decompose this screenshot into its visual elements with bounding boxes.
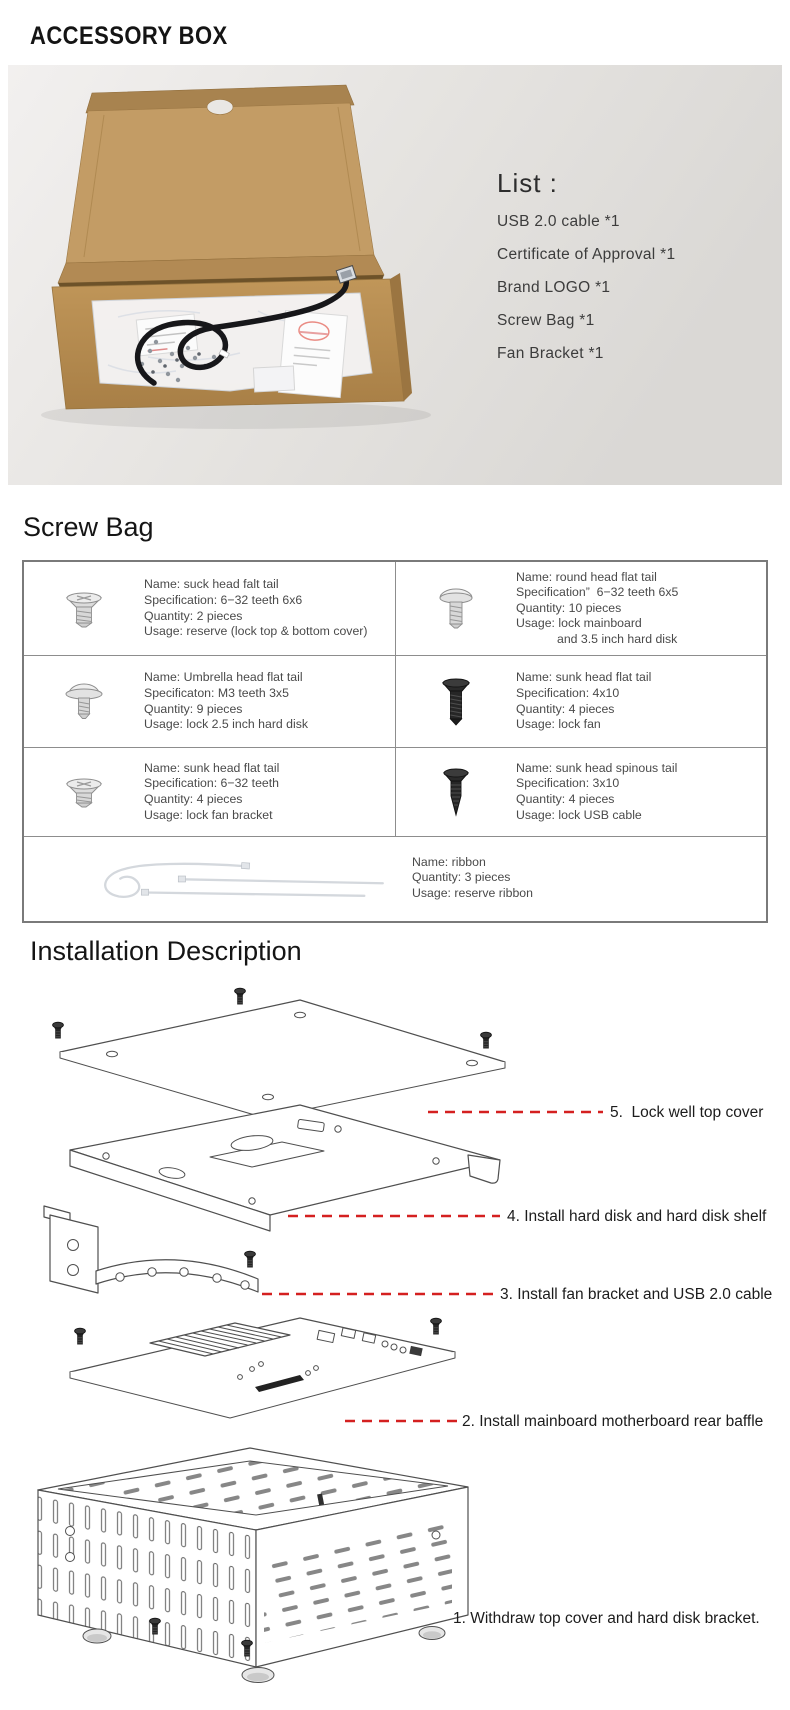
screw-name: Name: suck head falt tail [144, 577, 279, 592]
contents-list [497, 168, 675, 378]
screw-quantity: Quantity: 4 pieces [516, 792, 615, 806]
installation-title: Installation Description [30, 936, 302, 966]
installation-diagram [0, 975, 790, 1700]
screw-spec: Specification: 6−32 teeth [144, 776, 280, 791]
list-item: Certificate of Approval *1 [497, 246, 676, 263]
screw-cell [24, 656, 395, 747]
sunk-head-screw-silver-short-icon [24, 775, 144, 809]
screw-spec: Specificaton: M3 teeth 3x5 [144, 685, 289, 700]
screw-name: Name: sunk head flat tail [144, 760, 280, 775]
screw-cell [24, 748, 395, 836]
logo-card [253, 366, 294, 392]
screw-spec: Specification: 3x10 [516, 776, 620, 791]
list-item: Screw Bag *1 [497, 312, 595, 329]
fan-bracket-part [44, 1206, 258, 1293]
screw-spec: Specification: 4x10 [516, 685, 620, 700]
table-row [24, 562, 766, 655]
screw-name: Name: sunk head spinous tail [516, 760, 678, 775]
top-cover-part [53, 988, 505, 1118]
round-head-screw-silver-icon [396, 586, 516, 632]
screw-quantity: Quantity: 4 pieces [144, 792, 243, 806]
mainboard-part [70, 1318, 455, 1418]
screw-spec: Specification” 6−32 teeth 6x5 [516, 585, 679, 600]
sunk-head-screw-black-icon [396, 676, 516, 728]
table-row [24, 747, 766, 836]
screw-usage: Usage: lock mainboard [516, 616, 642, 631]
screw-name: Name: round head flat tail [516, 569, 657, 584]
screw-quantity: Quantity: 4 pieces [516, 701, 615, 716]
list-item: Brand LOGO *1 [497, 279, 611, 296]
screw-quantity: Quantity: 10 pieces [516, 600, 622, 615]
list-title: List : [497, 168, 558, 198]
screw-usage-cont: and 3.5 inch hard disk [516, 631, 678, 646]
table-row [24, 655, 766, 747]
screw-table [22, 560, 768, 923]
umbrella-head-screw-silver-icon [24, 681, 144, 723]
screw-usage: Usage: lock fan bracket [144, 807, 273, 822]
step-2-label: 2. Install mainboard motherboard rear baffle [462, 1413, 764, 1430]
screw-usage: Usage: reserve (lock top & bottom cover) [144, 624, 368, 639]
screw-bag-title: Screw Bag [23, 512, 154, 542]
screw-usage: Usage: lock USB cable [516, 807, 642, 822]
screw-spec: Specification: 6−32 teeth 6x6 [144, 592, 303, 607]
screw-cell [24, 562, 395, 655]
screw-cell [395, 656, 766, 747]
chassis-part [38, 1448, 468, 1683]
step-5-label: 5. Lock well top cover [610, 1104, 764, 1121]
list-item: Fan Bracket *1 [497, 345, 604, 362]
screw-name: Name: Umbrella head flat tail [144, 670, 303, 685]
accessory-box-photo [8, 65, 782, 485]
ribbon-name: Name: ribbon [412, 854, 486, 869]
screw-name: Name: sunk head flat tail [516, 670, 652, 685]
screw-quantity: Quantity: 2 pieces [144, 608, 243, 623]
screw-usage: Usage: lock 2.5 inch hard disk [144, 717, 309, 732]
spinous-tail-screw-black-icon [396, 766, 516, 818]
ribbon-usage: Usage: reserve ribbon [412, 885, 533, 900]
screw-quantity: Quantity: 9 pieces [144, 701, 243, 716]
screw-cell [395, 748, 766, 836]
screw-cell [395, 562, 766, 655]
ribbon-text [412, 855, 766, 902]
lid-notch [207, 100, 233, 115]
sunk-head-screw-silver-icon [24, 589, 144, 629]
hard-disk-shelf-part [70, 1105, 500, 1231]
ribbon-row [24, 836, 766, 919]
cable-ties-icon [24, 848, 412, 908]
ribbon-quantity: Quantity: 3 pieces [412, 870, 511, 885]
screw-usage: Usage: lock fan [516, 717, 601, 732]
page-title: ACCESSORY BOX [30, 22, 228, 50]
list-item: USB 2.0 cable *1 [497, 213, 620, 230]
step-3-label: 3. Install fan bracket and USB 2.0 cable [500, 1286, 773, 1303]
step-4-label: 4. Install hard disk and hard disk shelf [507, 1208, 767, 1225]
step-1-label: 1. Withdraw top cover and hard disk bracket. [453, 1610, 760, 1627]
